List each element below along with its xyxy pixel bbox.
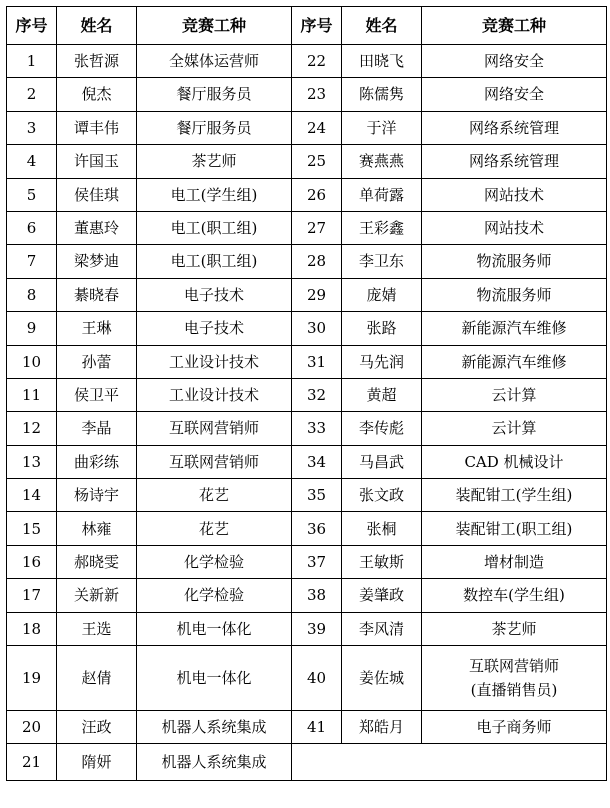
cell-name: 綦晓春	[57, 278, 137, 311]
cell-number: 35	[292, 479, 342, 512]
cell-name: 郝晓雯	[57, 545, 137, 578]
cell-event: CAD 机械设计	[422, 445, 607, 478]
cell-name: 马先润	[342, 345, 422, 378]
cell-number: 23	[292, 78, 342, 111]
cell-number: 21	[7, 744, 57, 781]
cell-name: 张哲源	[57, 45, 137, 78]
cell-event: 网站技术	[422, 178, 607, 211]
cell-event: 新能源汽车维修	[422, 345, 607, 378]
cell-name: 李卫东	[342, 245, 422, 278]
table-row	[7, 312, 607, 345]
cell-name: 张路	[342, 312, 422, 345]
cell-number: 1	[7, 45, 57, 78]
cell-event: 网络安全	[422, 45, 607, 78]
cell-name: 隋妍	[57, 744, 137, 781]
cell-event: 网络安全	[422, 78, 607, 111]
cell-number: 11	[7, 378, 57, 411]
cell-name: 郑皓月	[342, 711, 422, 744]
cell-name: 田晓飞	[342, 45, 422, 78]
cell-event	[422, 646, 607, 711]
cell-name: 杨诗宇	[57, 479, 137, 512]
cell-name: 关新新	[57, 579, 137, 612]
table-body	[7, 45, 607, 781]
cell-event: 增材制造	[422, 545, 607, 578]
header-left-event: 竞赛工种	[137, 7, 292, 45]
cell-name: 李传彪	[342, 412, 422, 445]
cell-event: 物流服务师	[422, 278, 607, 311]
cell-number: 5	[7, 178, 57, 211]
cell-event: 物流服务师	[422, 245, 607, 278]
cell-number: 16	[7, 545, 57, 578]
cell-event: 网络系统管理	[422, 111, 607, 144]
cell-name: 单荷露	[342, 178, 422, 211]
table-row	[7, 744, 607, 781]
cell-event: 化学检验	[137, 545, 292, 578]
cell-name: 许国玉	[57, 145, 137, 178]
table-row	[7, 545, 607, 578]
cell-number: 27	[292, 211, 342, 244]
cell-number: 24	[292, 111, 342, 144]
table-row	[7, 45, 607, 78]
cell-number: 26	[292, 178, 342, 211]
cell-event: 全媒体运营师	[137, 45, 292, 78]
header-left-no: 序号	[7, 7, 57, 45]
cell-event: 花艺	[137, 512, 292, 545]
cell-name: 李晶	[57, 412, 137, 445]
cell-event: 云计算	[422, 412, 607, 445]
event-line-2: (直播销售员)	[470, 681, 558, 700]
cell-event: 电工(学生组)	[137, 178, 292, 211]
cell-number: 37	[292, 545, 342, 578]
cell-event: 数控车(学生组)	[422, 579, 607, 612]
cell-name: 谭丰伟	[57, 111, 137, 144]
cell-event: 工业设计技术	[137, 345, 292, 378]
cell-name: 黄超	[342, 378, 422, 411]
cell-name: 孙蕾	[57, 345, 137, 378]
cell-number: 20	[7, 711, 57, 744]
cell-event: 电子技术	[137, 312, 292, 345]
header-right-event: 竞赛工种	[422, 7, 607, 45]
cell-event: 电子商务师	[422, 711, 607, 744]
cell-event: 电子技术	[137, 278, 292, 311]
cell-name: 张文政	[342, 479, 422, 512]
cell-name: 林雍	[57, 512, 137, 545]
cell-event: 机器人系统集成	[137, 711, 292, 744]
cell-event: 装配钳工(学生组)	[422, 479, 607, 512]
cell-event: 餐厅服务员	[137, 78, 292, 111]
cell-number: 41	[292, 711, 342, 744]
cell-number: 34	[292, 445, 342, 478]
cell-name: 侯佳琪	[57, 178, 137, 211]
cell-number: 39	[292, 612, 342, 645]
cell-number: 6	[7, 211, 57, 244]
cell-event: 机电一体化	[137, 612, 292, 645]
cell-name: 侯卫平	[57, 378, 137, 411]
event-line-1: 互联网营销师	[468, 656, 559, 675]
cell-name: 于洋	[342, 111, 422, 144]
cell-number: 36	[292, 512, 342, 545]
cell-event: 电工(职工组)	[137, 245, 292, 278]
table-row	[7, 111, 607, 144]
table-row	[7, 278, 607, 311]
table-row	[7, 412, 607, 445]
cell-event: 茶艺师	[422, 612, 607, 645]
cell-name: 庞婧	[342, 278, 422, 311]
cell-number: 18	[7, 612, 57, 645]
cell-number: 19	[7, 646, 57, 711]
cell-event: 装配钳工(职工组)	[422, 512, 607, 545]
cell-event: 新能源汽车维修	[422, 312, 607, 345]
table-row	[7, 579, 607, 612]
cell-number: 3	[7, 111, 57, 144]
cell-name: 王彩鑫	[342, 211, 422, 244]
cell-event: 网络系统管理	[422, 145, 607, 178]
cell-name: 赛燕燕	[342, 145, 422, 178]
cell-number: 14	[7, 479, 57, 512]
cell-name: 董惠玲	[57, 211, 137, 244]
cell-name: 张桐	[342, 512, 422, 545]
table-row	[7, 78, 607, 111]
cell-number: 15	[7, 512, 57, 545]
cell-number: 4	[7, 145, 57, 178]
table-row	[7, 445, 607, 478]
cell-name: 马昌武	[342, 445, 422, 478]
cell-number: 25	[292, 145, 342, 178]
table-row	[7, 646, 607, 711]
cell-name: 王选	[57, 612, 137, 645]
cell-number: 13	[7, 445, 57, 478]
header-row	[7, 7, 607, 45]
cell-name: 倪杰	[57, 78, 137, 111]
cell-number: 12	[7, 412, 57, 445]
cell-number: 9	[7, 312, 57, 345]
cell-name: 姜佐城	[342, 646, 422, 711]
cell-number: 2	[7, 78, 57, 111]
cell-event: 茶艺师	[137, 145, 292, 178]
table-row	[7, 345, 607, 378]
cell-number: 22	[292, 45, 342, 78]
table-row	[7, 178, 607, 211]
cell-event: 云计算	[422, 378, 607, 411]
cell-name: 梁梦迪	[57, 245, 137, 278]
cell-number: 28	[292, 245, 342, 278]
cell-number: 30	[292, 312, 342, 345]
cell-event: 工业设计技术	[137, 378, 292, 411]
cell-event: 机器人系统集成	[137, 744, 292, 781]
cell-number: 38	[292, 579, 342, 612]
cell-name: 王琳	[57, 312, 137, 345]
cell-name: 陈儒隽	[342, 78, 422, 111]
cell-number: 29	[292, 278, 342, 311]
cell-event: 互联网营销师	[137, 412, 292, 445]
cell-event: 餐厅服务员	[137, 111, 292, 144]
table-row	[7, 211, 607, 244]
header-right-name: 姓名	[342, 7, 422, 45]
cell-number: 40	[292, 646, 342, 711]
cell-event: 机电一体化	[137, 646, 292, 711]
header-right-no: 序号	[292, 7, 342, 45]
cell-number: 33	[292, 412, 342, 445]
table-row	[7, 512, 607, 545]
table-row	[7, 245, 607, 278]
table-row	[7, 145, 607, 178]
cell-event: 网站技术	[422, 211, 607, 244]
table-row	[7, 711, 607, 744]
empty-cell	[292, 744, 607, 781]
cell-name: 王敏斯	[342, 545, 422, 578]
cell-number: 17	[7, 579, 57, 612]
cell-event: 花艺	[137, 479, 292, 512]
cell-name: 姜肇政	[342, 579, 422, 612]
participant-table	[6, 6, 607, 781]
table-row	[7, 479, 607, 512]
table-row	[7, 612, 607, 645]
table-row	[7, 378, 607, 411]
cell-name: 赵倩	[57, 646, 137, 711]
cell-number: 7	[7, 245, 57, 278]
cell-number: 32	[292, 378, 342, 411]
cell-name: 曲彩练	[57, 445, 137, 478]
cell-event: 互联网营销师	[137, 445, 292, 478]
cell-event: 化学检验	[137, 579, 292, 612]
cell-number: 10	[7, 345, 57, 378]
cell-number: 31	[292, 345, 342, 378]
header-left-name: 姓名	[57, 7, 137, 45]
cell-name: 李风清	[342, 612, 422, 645]
cell-event: 电工(职工组)	[137, 211, 292, 244]
cell-number: 8	[7, 278, 57, 311]
cell-name: 汪政	[57, 711, 137, 744]
